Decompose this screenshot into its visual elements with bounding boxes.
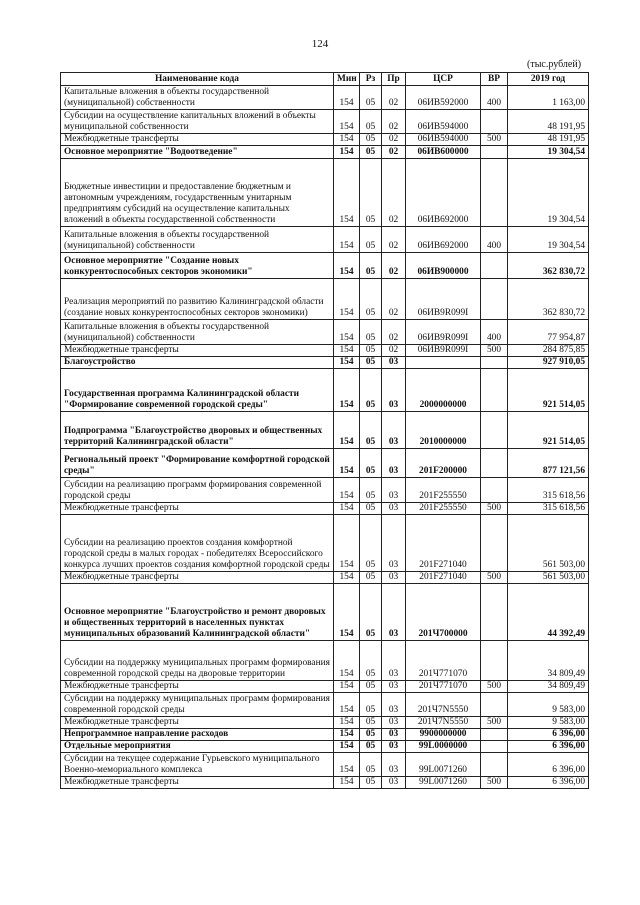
cell-vr: 500 <box>481 717 508 729</box>
cell-name: Межбюджетные трансферты <box>61 717 334 729</box>
cell-amount: 1 163,00 <box>508 86 589 110</box>
cell-vr <box>481 110 508 134</box>
cell-vr <box>481 449 508 478</box>
cell-amount: 561 503,00 <box>508 515 589 572</box>
table-row <box>61 584 589 641</box>
cell-amount: 19 304,54 <box>508 159 589 227</box>
cell-name: Отдельные мероприятия <box>61 741 334 753</box>
cell-pr: 02 <box>382 279 406 320</box>
cell-rz: 05 <box>360 584 382 641</box>
cell-csr: 06ИВ592000 <box>406 86 481 110</box>
cell-amount: 921 514,05 <box>508 369 589 412</box>
cell-pr: 03 <box>382 777 406 789</box>
cell-amount: 315 618,56 <box>508 503 589 515</box>
cell-name: Непрограммное направление расходов <box>61 729 334 741</box>
cell-pr: 03 <box>382 572 406 584</box>
cell-amount: 77 954,87 <box>508 320 589 345</box>
cell-csr: 06ИВ600000 <box>406 146 481 159</box>
cell-min: 154 <box>334 110 360 134</box>
cell-pr: 03 <box>382 515 406 572</box>
table-row <box>61 110 589 134</box>
cell-vr <box>481 515 508 572</box>
cell-amount: 19 304,54 <box>508 227 589 253</box>
cell-rz: 05 <box>360 134 382 146</box>
cell-csr: 06ИВ9R099I <box>406 279 481 320</box>
cell-amount: 877 121,56 <box>508 449 589 478</box>
cell-pr: 03 <box>382 503 406 515</box>
cell-pr: 02 <box>382 320 406 345</box>
cell-vr <box>481 741 508 753</box>
cell-amount: 561 503,00 <box>508 572 589 584</box>
cell-vr <box>481 729 508 741</box>
cell-min: 154 <box>334 412 360 449</box>
cell-name: Подпрограмма "Благоустройство дворовых и общественных территорий Калининградской области" <box>61 412 334 449</box>
cell-rz: 05 <box>360 503 382 515</box>
cell-min: 154 <box>334 227 360 253</box>
cell-min: 154 <box>334 279 360 320</box>
header-csr: ЦСР <box>406 73 481 86</box>
cell-pr: 03 <box>382 717 406 729</box>
cell-pr: 02 <box>382 345 406 357</box>
cell-name: Межбюджетные трансферты <box>61 345 334 357</box>
cell-rz: 05 <box>360 227 382 253</box>
cell-min: 154 <box>334 572 360 584</box>
cell-csr: 201Ч771070 <box>406 641 481 681</box>
table-row <box>61 320 589 345</box>
cell-min: 154 <box>334 641 360 681</box>
cell-pr: 03 <box>382 681 406 693</box>
cell-vr <box>481 412 508 449</box>
cell-amount: 34 809,49 <box>508 681 589 693</box>
cell-amount: 48 191,95 <box>508 110 589 134</box>
cell-csr: 06ИВ9R099I <box>406 320 481 345</box>
budget-table <box>60 72 589 789</box>
cell-vr <box>481 357 508 369</box>
page-number: 124 <box>311 38 329 50</box>
header-vr: ВР <box>481 73 508 86</box>
table-row <box>61 753 589 777</box>
cell-vr <box>481 693 508 717</box>
cell-min: 154 <box>334 357 360 369</box>
cell-amount: 6 396,00 <box>508 753 589 777</box>
cell-name: Основное мероприятие "Благоустройство и ремонт дворовых и общественных территорий в населенных пунктах муниципальных образований Калининградской области" <box>61 584 334 641</box>
cell-min: 154 <box>334 320 360 345</box>
cell-pr: 03 <box>382 729 406 741</box>
cell-name: Межбюджетные трансферты <box>61 134 334 146</box>
cell-rz: 05 <box>360 320 382 345</box>
cell-pr: 03 <box>382 357 406 369</box>
cell-pr: 02 <box>382 159 406 227</box>
table-row <box>61 572 589 584</box>
cell-csr: 201Ч771070 <box>406 681 481 693</box>
cell-pr: 03 <box>382 412 406 449</box>
cell-min: 154 <box>334 146 360 159</box>
cell-rz: 05 <box>360 753 382 777</box>
cell-min: 154 <box>334 503 360 515</box>
cell-name: Региональный проект "Формирование комфортной городской среды" <box>61 449 334 478</box>
cell-min: 154 <box>334 345 360 357</box>
cell-rz: 05 <box>360 253 382 279</box>
table-row <box>61 357 589 369</box>
cell-min: 154 <box>334 369 360 412</box>
cell-min: 154 <box>334 449 360 478</box>
table-row <box>61 693 589 717</box>
cell-rz: 05 <box>360 572 382 584</box>
cell-rz: 05 <box>360 449 382 478</box>
table-row <box>61 515 589 572</box>
cell-csr: 201Ч7N5550 <box>406 717 481 729</box>
cell-min: 154 <box>334 159 360 227</box>
cell-rz: 05 <box>360 681 382 693</box>
cell-vr: 500 <box>481 777 508 789</box>
cell-name: Субсидии на реализацию программ формирования современной городской среды <box>61 478 334 503</box>
cell-vr <box>481 478 508 503</box>
table-row <box>61 503 589 515</box>
cell-name: Межбюджетные трансферты <box>61 777 334 789</box>
cell-min: 154 <box>334 777 360 789</box>
cell-rz: 05 <box>360 412 382 449</box>
cell-vr <box>481 146 508 159</box>
cell-min: 154 <box>334 515 360 572</box>
cell-amount: 927 910,05 <box>508 357 589 369</box>
cell-rz: 05 <box>360 515 382 572</box>
cell-min: 154 <box>334 729 360 741</box>
cell-rz: 05 <box>360 693 382 717</box>
cell-name: Капитальные вложения в объекты государственной (муниципальной) собственности <box>61 227 334 253</box>
cell-vr: 500 <box>481 572 508 584</box>
cell-name: Основное мероприятие "Создание новых конкурентоспособных секторов экономики" <box>61 253 334 279</box>
table-row <box>61 777 589 789</box>
cell-name: Субсидии на осуществление капитальных вложений в объекты муниципальной собственности <box>61 110 334 134</box>
cell-csr <box>406 357 481 369</box>
cell-name: Субсидии на текущее содержание Гурьевского муниципального Военно-мемориального комплекса <box>61 753 334 777</box>
cell-vr <box>481 584 508 641</box>
cell-rz: 05 <box>360 369 382 412</box>
cell-vr <box>481 753 508 777</box>
cell-vr <box>481 279 508 320</box>
cell-csr: 06ИВ692000 <box>406 227 481 253</box>
cell-vr: 500 <box>481 345 508 357</box>
header-min: Мин <box>334 73 360 86</box>
cell-amount: 6 396,00 <box>508 729 589 741</box>
table-row <box>61 279 589 320</box>
cell-amount: 48 191,95 <box>508 134 589 146</box>
table-row <box>61 253 589 279</box>
cell-csr: 201F271040 <box>406 572 481 584</box>
cell-pr: 02 <box>382 253 406 279</box>
cell-name: Реализация мероприятий по развитию Калининградской области (создание новых конкурентоспособных секторов экономики) <box>61 279 334 320</box>
cell-rz: 05 <box>360 717 382 729</box>
cell-pr: 02 <box>382 110 406 134</box>
table-row <box>61 741 589 753</box>
cell-csr: 201F271040 <box>406 515 481 572</box>
cell-name: Субсидии на поддержку муниципальных программ формирования современной городской среды <box>61 693 334 717</box>
cell-amount: 19 304,54 <box>508 146 589 159</box>
cell-rz: 05 <box>360 641 382 681</box>
table-header-row <box>61 73 589 86</box>
cell-amount: 44 392,49 <box>508 584 589 641</box>
cell-min: 154 <box>334 693 360 717</box>
cell-amount: 9 583,00 <box>508 717 589 729</box>
cell-amount: 6 396,00 <box>508 777 589 789</box>
cell-pr: 02 <box>382 227 406 253</box>
cell-pr: 03 <box>382 478 406 503</box>
cell-amount: 921 514,05 <box>508 412 589 449</box>
cell-rz: 05 <box>360 86 382 110</box>
cell-amount: 284 875,85 <box>508 345 589 357</box>
cell-vr <box>481 253 508 279</box>
cell-rz: 05 <box>360 146 382 159</box>
cell-pr: 03 <box>382 753 406 777</box>
cell-rz: 05 <box>360 345 382 357</box>
cell-csr: 2000000000 <box>406 369 481 412</box>
cell-amount: 362 830,72 <box>508 253 589 279</box>
cell-csr: 9900000000 <box>406 729 481 741</box>
cell-pr: 02 <box>382 146 406 159</box>
cell-csr: 201Ч7N5550 <box>406 693 481 717</box>
cell-name: Субсидии на реализацию проектов создания комфортной городской среды в малых городах - победителях Всероссийского конкурса лучших проектов создания комфортной городской среды <box>61 515 334 572</box>
cell-amount: 362 830,72 <box>508 279 589 320</box>
cell-csr: 99L0071260 <box>406 753 481 777</box>
cell-amount: 34 809,49 <box>508 641 589 681</box>
cell-rz: 05 <box>360 478 382 503</box>
table-row <box>61 86 589 110</box>
cell-pr: 02 <box>382 134 406 146</box>
cell-min: 154 <box>334 741 360 753</box>
cell-csr: 201F200000 <box>406 449 481 478</box>
cell-vr: 500 <box>481 681 508 693</box>
cell-rz: 05 <box>360 159 382 227</box>
cell-name: Основное мероприятие "Водоотведение" <box>61 146 334 159</box>
cell-vr <box>481 641 508 681</box>
cell-min: 154 <box>334 253 360 279</box>
table-row <box>61 478 589 503</box>
cell-min: 154 <box>334 134 360 146</box>
header-pr: Пр <box>382 73 406 86</box>
cell-pr: 02 <box>382 86 406 110</box>
cell-name: Межбюджетные трансферты <box>61 572 334 584</box>
cell-min: 154 <box>334 681 360 693</box>
cell-pr: 03 <box>382 449 406 478</box>
table-row <box>61 369 589 412</box>
units-label: (тыс.рублей) <box>527 59 582 70</box>
cell-amount: 9 583,00 <box>508 693 589 717</box>
cell-rz: 05 <box>360 729 382 741</box>
table-row <box>61 146 589 159</box>
cell-min: 154 <box>334 584 360 641</box>
cell-vr <box>481 369 508 412</box>
cell-name: Капитальные вложения в объекты государственной (муниципальной) собственности <box>61 86 334 110</box>
cell-name: Межбюджетные трансферты <box>61 681 334 693</box>
cell-amount: 315 618,56 <box>508 478 589 503</box>
cell-min: 154 <box>334 753 360 777</box>
cell-pr: 03 <box>382 369 406 412</box>
cell-rz: 05 <box>360 741 382 753</box>
cell-pr: 03 <box>382 693 406 717</box>
table-row <box>61 345 589 357</box>
header-rz: Рз <box>360 73 382 86</box>
header-name: Наименование кода <box>61 73 334 86</box>
cell-vr <box>481 159 508 227</box>
table-row <box>61 412 589 449</box>
table-row <box>61 159 589 227</box>
cell-pr: 03 <box>382 584 406 641</box>
cell-csr: 99L0071260 <box>406 777 481 789</box>
cell-name: Межбюджетные трансферты <box>61 503 334 515</box>
cell-rz: 05 <box>360 110 382 134</box>
cell-vr: 400 <box>481 227 508 253</box>
cell-csr: 06ИВ900000 <box>406 253 481 279</box>
cell-name: Субсидии на поддержку муниципальных программ формирования современной городской среды на дворовые территории <box>61 641 334 681</box>
cell-name: Благоустройство <box>61 357 334 369</box>
cell-csr: 06ИВ594000 <box>406 110 481 134</box>
cell-rz: 05 <box>360 279 382 320</box>
cell-pr: 03 <box>382 741 406 753</box>
cell-amount: 6 396,00 <box>508 741 589 753</box>
table-row <box>61 681 589 693</box>
table-row <box>61 449 589 478</box>
cell-pr: 03 <box>382 641 406 681</box>
cell-vr: 400 <box>481 86 508 110</box>
cell-csr: 201F255550 <box>406 503 481 515</box>
cell-min: 154 <box>334 717 360 729</box>
cell-rz: 05 <box>360 777 382 789</box>
cell-vr: 500 <box>481 503 508 515</box>
cell-csr: 06ИВ9R099I <box>406 345 481 357</box>
table-body <box>61 86 589 789</box>
table-row <box>61 227 589 253</box>
cell-vr: 500 <box>481 134 508 146</box>
cell-min: 154 <box>334 478 360 503</box>
cell-csr: 06ИВ692000 <box>406 159 481 227</box>
cell-name: Государственная программа Калининградской области "Формирование современной городской среды" <box>61 369 334 412</box>
header-year: 2019 год <box>508 73 589 86</box>
cell-csr: 201F255550 <box>406 478 481 503</box>
cell-csr: 2010000000 <box>406 412 481 449</box>
cell-csr: 201Ч700000 <box>406 584 481 641</box>
table-row <box>61 717 589 729</box>
table-row <box>61 641 589 681</box>
table-row <box>61 729 589 741</box>
cell-name: Капитальные вложения в объекты государственной (муниципальной) собственности <box>61 320 334 345</box>
cell-csr: 99L0000000 <box>406 741 481 753</box>
cell-rz: 05 <box>360 357 382 369</box>
cell-csr: 06ИВ594000 <box>406 134 481 146</box>
cell-name: Бюджетные инвестиции и предоставление бюджетным и автономным учреждениям, государственным унитарным предприятиям субсидий на осуществление капитальных вложений в объекты государственной собственности <box>61 159 334 227</box>
table-row <box>61 134 589 146</box>
cell-vr: 400 <box>481 320 508 345</box>
cell-min: 154 <box>334 86 360 110</box>
